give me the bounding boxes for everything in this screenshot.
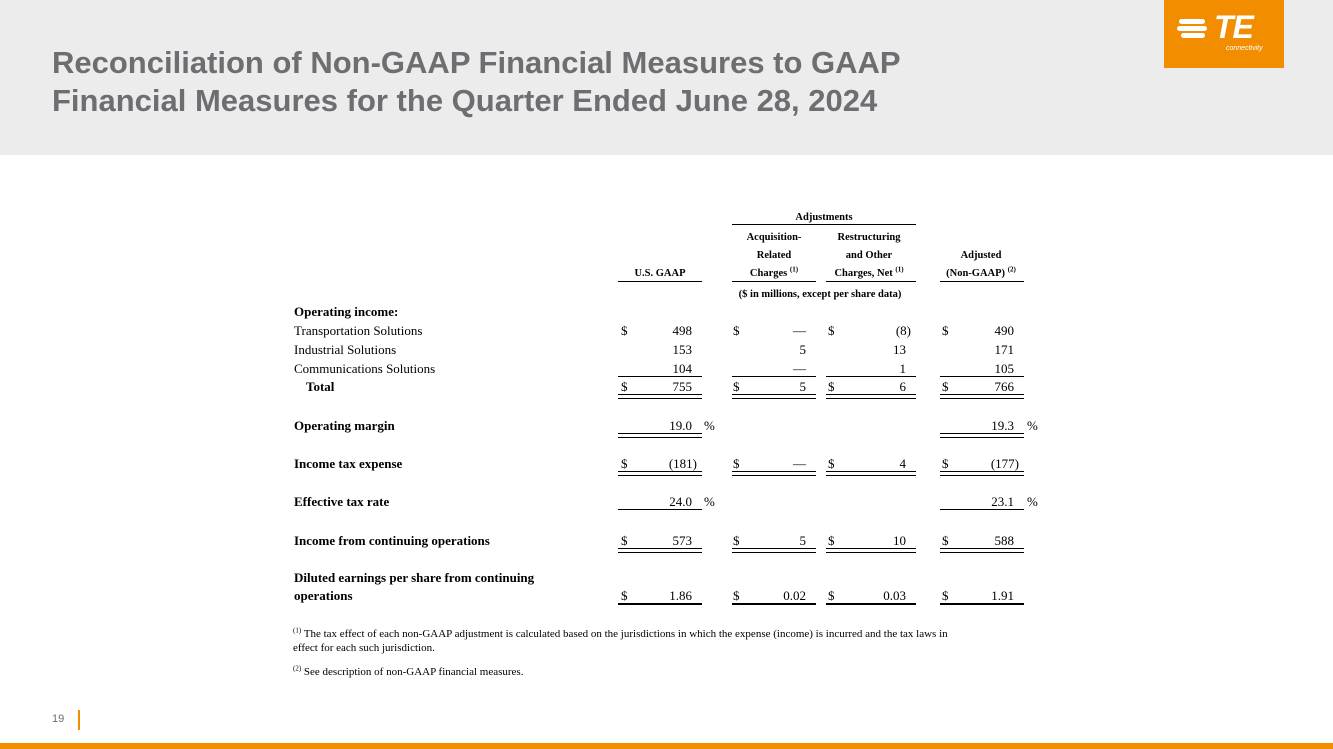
cell-gaap: (181) <box>668 456 697 471</box>
header-acq-line3: Charges $^{(1)}$ <box>749 265 799 279</box>
section-operating-income: Operating income: <box>294 304 399 319</box>
rule-rest <box>826 281 916 282</box>
dollar-sign: $ <box>828 456 835 471</box>
dollar-sign: $ <box>942 533 949 548</box>
rule <box>940 603 1024 605</box>
row-label: Income from continuing operations <box>294 533 490 548</box>
double-rule <box>618 394 702 399</box>
subtotal-rule <box>826 376 916 377</box>
cell-acq: 5 <box>799 342 806 357</box>
double-rule <box>618 471 702 476</box>
dollar-sign: $ <box>828 588 835 603</box>
cell-adj: 766 <box>994 379 1014 394</box>
dollar-sign: $ <box>621 456 628 471</box>
rule-acq <box>732 281 816 282</box>
cell-acq: 5 <box>799 533 806 548</box>
dollar-sign: $ <box>733 323 740 338</box>
page-number-divider <box>78 710 80 730</box>
rule <box>732 603 816 605</box>
dollar-sign: $ <box>621 379 628 394</box>
header-adj-line1: Adjusted <box>960 250 1002 261</box>
cell-acq: 5 <box>799 379 806 394</box>
row-label: Communications Solutions <box>294 361 436 376</box>
dollar-sign: $ <box>733 379 740 394</box>
row-label-total: Total <box>306 379 335 394</box>
dollar-sign: $ <box>942 588 949 603</box>
double-rule <box>940 394 1024 399</box>
row-label: Income tax expense <box>294 456 403 471</box>
footnote-2: $^{(2)}$ See description of non-GAAP financial measures. <box>293 664 524 678</box>
cell-rest: 1 <box>899 361 906 376</box>
percent-sign: % <box>1027 494 1038 509</box>
footnote-1: $^{(1)}$ The tax effect of each non-GAAP adjustment is calculated based on the jurisdictions in which the expense (income) is incurred and the tax laws in effect for each such jurisdiction. <box>293 626 948 654</box>
row-label: Transportation Solutions <box>294 323 423 338</box>
cell-rest: 10 <box>893 533 906 548</box>
rule-adj <box>940 281 1024 282</box>
cell-adj: 1.91 <box>991 588 1014 603</box>
subtotal-rule <box>940 376 1024 377</box>
dollar-sign: $ <box>733 533 740 548</box>
logo-subtitle: connectivity <box>1226 45 1263 52</box>
percent-sign: % <box>1027 418 1038 433</box>
dollar-sign: $ <box>828 533 835 548</box>
cell-gaap: 498 <box>672 323 692 338</box>
header-adjustments: Adjustments <box>795 212 853 223</box>
header-rest-line1: Restructuring <box>837 232 901 243</box>
dollar-sign: $ <box>942 323 949 338</box>
cell-acq: — <box>793 323 806 338</box>
cell-adj: (177) <box>990 456 1019 471</box>
rule <box>826 603 916 605</box>
double-rule <box>940 471 1024 476</box>
double-rule <box>826 548 916 553</box>
dollar-sign: $ <box>733 456 740 471</box>
percent-sign: % <box>704 418 715 433</box>
row-label-line2: operations <box>294 588 353 603</box>
row-label: Industrial Solutions <box>294 342 397 357</box>
cell-gaap: 104 <box>672 361 692 376</box>
cell-adj: 588 <box>994 533 1014 548</box>
footer-accent-bar <box>0 743 1333 749</box>
subtotal-rule <box>732 376 816 377</box>
rule-gaap <box>618 281 702 282</box>
logo-wordmark: TE <box>1214 9 1253 45</box>
cell-gaap: 24.0 <box>669 494 692 509</box>
dollar-sign: $ <box>942 379 949 394</box>
double-rule <box>940 548 1024 553</box>
cell-gaap: 573 <box>672 533 692 548</box>
dollar-sign: $ <box>621 323 628 338</box>
page-title <box>52 44 1052 120</box>
double-rule <box>618 433 702 438</box>
title-line-1: Reconciliation of Non-GAAP Financial Measures to GAAP <box>52 45 901 80</box>
cell-adj: 105 <box>994 361 1014 376</box>
percent-sign: % <box>704 494 715 509</box>
page-number: 19 <box>52 713 65 725</box>
cell-acq: 0.02 <box>783 588 806 603</box>
rule <box>618 603 702 605</box>
dollar-sign: $ <box>828 379 835 394</box>
cell-rest: 13 <box>893 342 906 357</box>
row-label: Effective tax rate <box>294 494 390 509</box>
te-connectivity-logo <box>1164 0 1284 68</box>
cell-gaap: 153 <box>672 342 692 357</box>
double-rule <box>732 471 816 476</box>
cell-rest: 0.03 <box>883 588 906 603</box>
cell-acq: — <box>793 361 806 376</box>
row-label-line1: Diluted earnings per share from continuing <box>294 570 535 585</box>
cell-gaap: 755 <box>672 379 692 394</box>
units-note: ($ in millions, except per share data) <box>738 289 902 300</box>
subtotal-rule <box>618 376 702 377</box>
header-acq-line1: Acquisition- <box>746 232 802 243</box>
header-rest-line3: Charges, Net $^{(1)}$ <box>834 265 904 279</box>
rule <box>618 509 702 510</box>
cell-acq: — <box>793 456 806 471</box>
dollar-sign: $ <box>828 323 835 338</box>
title-line-2: Financial Measures for the Quarter Ended June 28, 2024 <box>52 83 878 118</box>
double-rule <box>826 394 916 399</box>
cell-rest: 4 <box>899 456 906 471</box>
header-rest-line2: and Other <box>845 250 893 261</box>
dollar-sign: $ <box>621 588 628 603</box>
dollar-sign: $ <box>942 456 949 471</box>
double-rule <box>940 433 1024 438</box>
dollar-sign: $ <box>733 588 740 603</box>
double-rule <box>826 471 916 476</box>
header-band <box>0 0 1333 155</box>
row-label: Operating margin <box>294 418 395 433</box>
header-adj-line2: (Non-GAAP) $^{(2)}$ <box>946 265 1016 279</box>
double-rule <box>732 548 816 553</box>
cell-adj: 171 <box>994 342 1014 357</box>
cell-gaap: 1.86 <box>669 588 692 603</box>
cell-gaap: 19.0 <box>669 418 692 433</box>
cell-rest: 6 <box>899 379 906 394</box>
cell-adj: 19.3 <box>991 418 1014 433</box>
header-acq-line2: Related <box>756 250 792 261</box>
logo-stripes-icon <box>1177 19 1211 39</box>
cell-rest: (8) <box>895 323 911 338</box>
dollar-sign: $ <box>621 533 628 548</box>
double-rule <box>618 548 702 553</box>
double-rule <box>732 394 816 399</box>
header-us-gaap: U.S. GAAP <box>634 268 686 279</box>
rule <box>940 509 1024 510</box>
cell-adj: 490 <box>994 323 1014 338</box>
adjustments-rule <box>732 224 916 225</box>
cell-adj: 23.1 <box>991 494 1014 509</box>
